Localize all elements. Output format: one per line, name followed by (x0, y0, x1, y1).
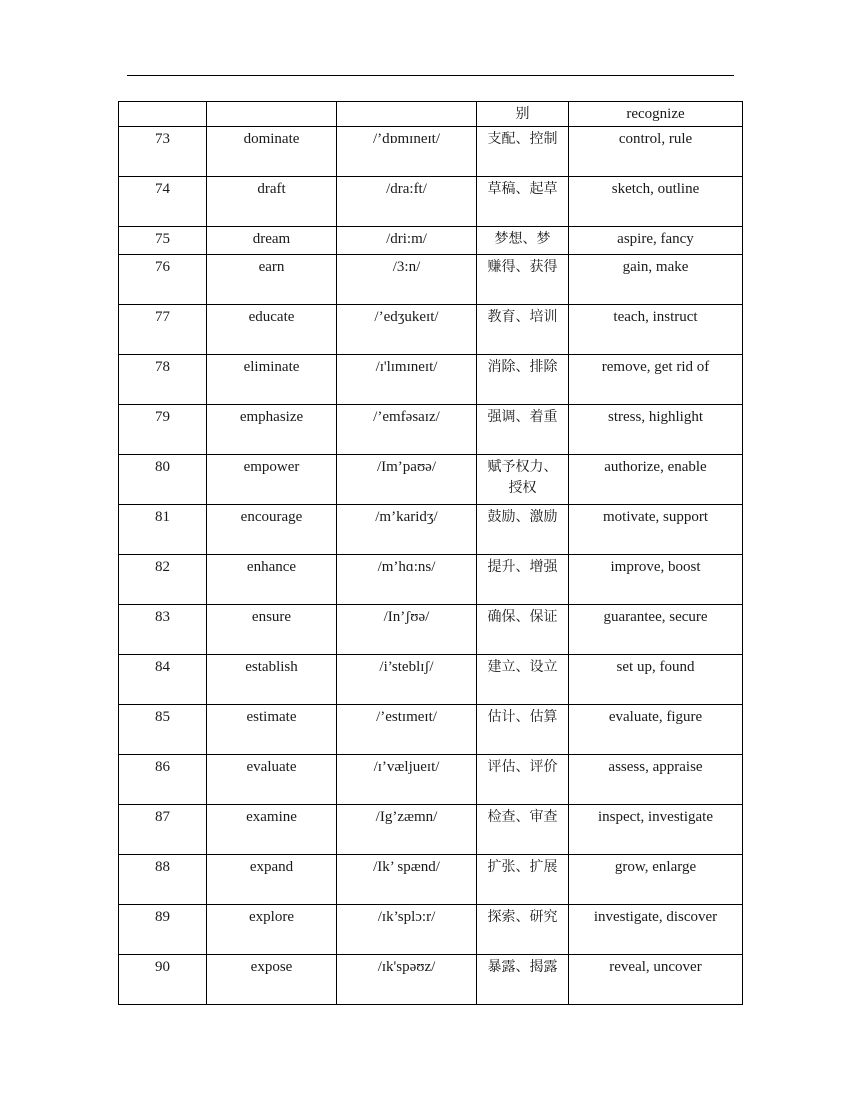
cell-word: ensure (207, 605, 337, 655)
cell-phonetic: /ɪ'lɪmɪneɪt/ (337, 355, 477, 405)
cell-phonetic: /’estɪmeɪt/ (337, 705, 477, 755)
cell-number: 81 (119, 505, 207, 555)
cell-word: educate (207, 305, 337, 355)
cell-number: 73 (119, 127, 207, 177)
cell-chinese: 梦想、梦 (477, 227, 569, 255)
table-row (119, 227, 743, 255)
cell-chinese: 暴露、揭露 (477, 955, 569, 1005)
table-row (119, 305, 743, 355)
cell-chinese: 教育、培训 (477, 305, 569, 355)
cell-synonyms: guarantee, secure (569, 605, 743, 655)
table-row (119, 855, 743, 905)
cell-number (119, 102, 207, 127)
table-row (119, 405, 743, 455)
cell-chinese: 估计、估算 (477, 705, 569, 755)
cell-word: draft (207, 177, 337, 227)
cell-synonyms: gain, make (569, 255, 743, 305)
cell-number: 76 (119, 255, 207, 305)
table-row (119, 805, 743, 855)
cell-number: 75 (119, 227, 207, 255)
table-row (119, 455, 743, 505)
cell-chinese: 赋予权力、授权 (477, 455, 569, 505)
cell-phonetic: /’dɒmɪneɪt/ (337, 127, 477, 177)
cell-chinese: 强调、着重 (477, 405, 569, 455)
cell-word: empower (207, 455, 337, 505)
cell-phonetic: /ɪk'spəʊz/ (337, 955, 477, 1005)
cell-chinese: 提升、增强 (477, 555, 569, 605)
cell-word (207, 102, 337, 127)
cell-chinese: 鼓励、激励 (477, 505, 569, 555)
cell-phonetic: /’emfəsaɪz/ (337, 405, 477, 455)
cell-synonyms: control, rule (569, 127, 743, 177)
cell-phonetic (337, 102, 477, 127)
cell-synonyms: assess, appraise (569, 755, 743, 805)
cell-word: expose (207, 955, 337, 1005)
table-row (119, 127, 743, 177)
cell-number: 89 (119, 905, 207, 955)
cell-number: 79 (119, 405, 207, 455)
cell-synonyms: set up, found (569, 655, 743, 705)
table-row (119, 505, 743, 555)
cell-phonetic: /ɪ’væljueɪt/ (337, 755, 477, 805)
cell-chinese: 支配、控制 (477, 127, 569, 177)
cell-phonetic: /3:n/ (337, 255, 477, 305)
cell-chinese: 消除、排除 (477, 355, 569, 405)
cell-word: examine (207, 805, 337, 855)
cell-chinese: 探索、研究 (477, 905, 569, 955)
cell-phonetic: /’edʒukeɪt/ (337, 305, 477, 355)
cell-phonetic: /In’ʃʊə/ (337, 605, 477, 655)
cell-word: expand (207, 855, 337, 905)
cell-word: dominate (207, 127, 337, 177)
cell-synonyms: reveal, uncover (569, 955, 743, 1005)
cell-number: 88 (119, 855, 207, 905)
cell-synonyms: motivate, support (569, 505, 743, 555)
cell-phonetic: /Im’paʊə/ (337, 455, 477, 505)
cell-number: 80 (119, 455, 207, 505)
cell-synonyms: remove, get rid of (569, 355, 743, 405)
cell-number: 82 (119, 555, 207, 605)
cell-chinese: 确保、保证 (477, 605, 569, 655)
cell-word: eliminate (207, 355, 337, 405)
cell-synonyms: recognize (569, 102, 743, 127)
cell-phonetic: /Ik’ spænd/ (337, 855, 477, 905)
cell-phonetic: /ɪk’splɔ:r/ (337, 905, 477, 955)
cell-number: 78 (119, 355, 207, 405)
cell-number: 74 (119, 177, 207, 227)
cell-number: 85 (119, 705, 207, 755)
cell-number: 87 (119, 805, 207, 855)
cell-number: 77 (119, 305, 207, 355)
cell-number: 83 (119, 605, 207, 655)
cell-word: explore (207, 905, 337, 955)
table-row (119, 255, 743, 305)
table-row (119, 955, 743, 1005)
header-rule (127, 75, 734, 76)
cell-word: dream (207, 227, 337, 255)
cell-synonyms: grow, enlarge (569, 855, 743, 905)
table-row (119, 555, 743, 605)
cell-word: enhance (207, 555, 337, 605)
cell-phonetic: /m’hɑ:ns/ (337, 555, 477, 605)
cell-chinese: 别 (477, 102, 569, 127)
table-row (119, 177, 743, 227)
cell-synonyms: investigate, discover (569, 905, 743, 955)
table-row (119, 655, 743, 705)
cell-word: encourage (207, 505, 337, 555)
cell-chinese: 赚得、获得 (477, 255, 569, 305)
table-row (119, 755, 743, 805)
cell-phonetic: /dra:ft/ (337, 177, 477, 227)
vocabulary-table (118, 101, 743, 1005)
cell-synonyms: stress, highlight (569, 405, 743, 455)
cell-chinese: 草稿、起草 (477, 177, 569, 227)
table-row-continuation (119, 102, 743, 127)
cell-chinese: 评估、评价 (477, 755, 569, 805)
cell-phonetic: /i’steblɪʃ/ (337, 655, 477, 705)
cell-synonyms: improve, boost (569, 555, 743, 605)
cell-chinese: 检查、审查 (477, 805, 569, 855)
cell-synonyms: inspect, investigate (569, 805, 743, 855)
cell-chinese: 建立、设立 (477, 655, 569, 705)
cell-number: 86 (119, 755, 207, 805)
cell-number: 90 (119, 955, 207, 1005)
cell-word: evaluate (207, 755, 337, 805)
cell-word: establish (207, 655, 337, 705)
cell-word: emphasize (207, 405, 337, 455)
cell-synonyms: authorize, enable (569, 455, 743, 505)
cell-chinese: 扩张、扩展 (477, 855, 569, 905)
cell-synonyms: evaluate, figure (569, 705, 743, 755)
cell-synonyms: aspire, fancy (569, 227, 743, 255)
cell-phonetic: /dri:m/ (337, 227, 477, 255)
table-row (119, 605, 743, 655)
cell-synonyms: teach, instruct (569, 305, 743, 355)
cell-word: estimate (207, 705, 337, 755)
cell-phonetic: /Ig’zæmn/ (337, 805, 477, 855)
cell-phonetic: /m’karidʒ/ (337, 505, 477, 555)
cell-number: 84 (119, 655, 207, 705)
cell-synonyms: sketch, outline (569, 177, 743, 227)
table-row (119, 705, 743, 755)
cell-word: earn (207, 255, 337, 305)
table-row (119, 355, 743, 405)
table-row (119, 905, 743, 955)
